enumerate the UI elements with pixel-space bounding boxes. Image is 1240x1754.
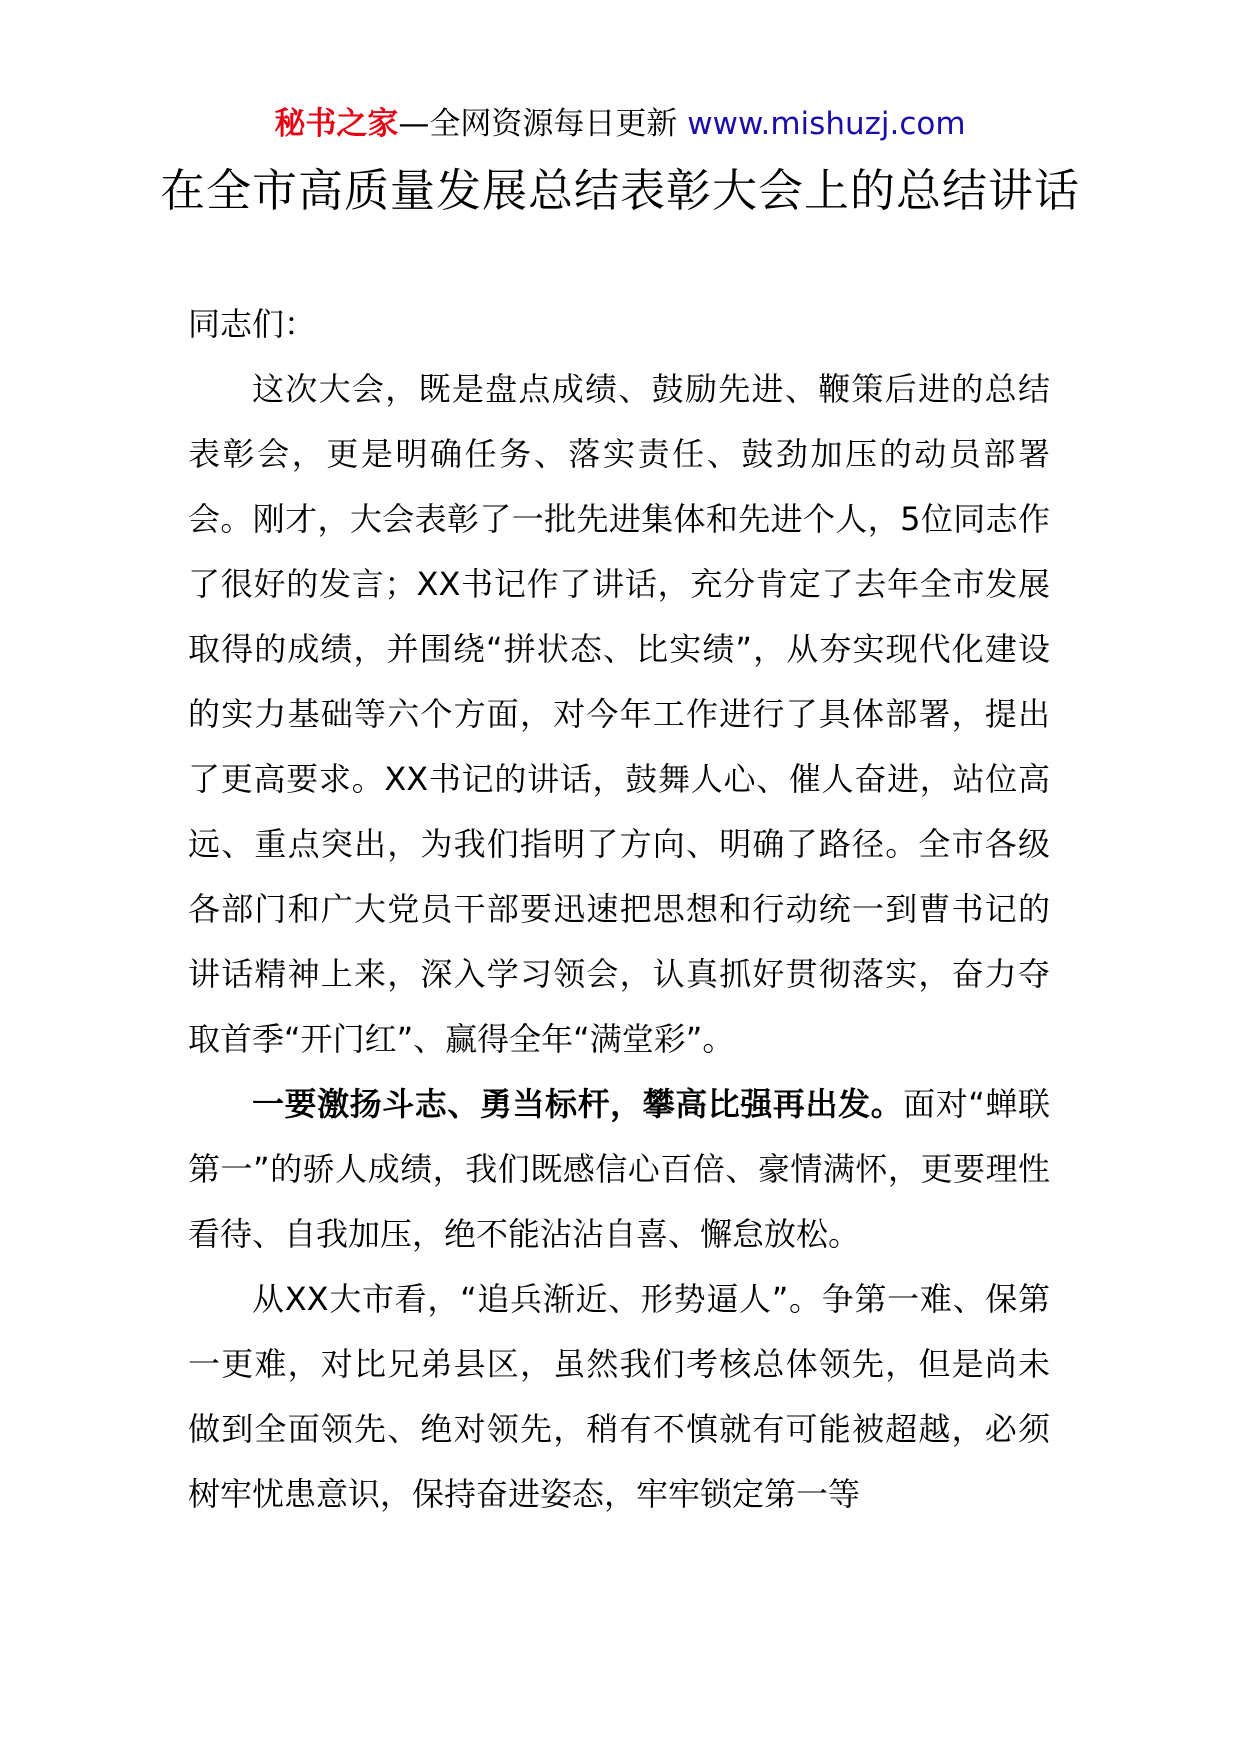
header-tagline: —全网资源每日更新 [398, 106, 678, 142]
salutation: 同志们： [188, 305, 317, 343]
site-url-link[interactable]: www.mishuzj.com [687, 106, 966, 142]
paragraph-1: 这次大会，既是盘点成绩、鼓励先进、鞭策后进的总结表彰会，更是明确任务、落实责任、鼓劲加压的动员部署会。刚才，大会表彰了一批先进集体和先进个人，5位同志作了很好的发言；XX书记作了讲话，充分肯定了去年全市发展取得的成绩，并围绕“拼状态、比实绩”，从夯实现代化建设的实力基础等六个方面，对今年工作进行了具体部署，提出了更高要求。XX书记的讲话，鼓舞人心、催人奋进，站位高远、重点突出，为我们指明了方向、明确了路径。全市各级各部门和广大党员干部要迅速把思想和行动统一到曹书记的讲话精神上来，深入学习领会，认真抓好贯彻落实，奋力夺取首季“开门红”、赢得全年“满堂彩”。 [188, 370, 1050, 1058]
document-title: 在全市高质量发展总结表彰大会上的总结讲话 [159, 164, 1080, 217]
brand-name: 秘书之家 [274, 106, 399, 142]
paragraph-2-lead: 一要激扬斗志、勇当标杆，攀高比强再出发。 [252, 1085, 904, 1123]
paragraph-2-text: 面对“蝉联第一”的骄人成绩，我们既感信心百倍、豪情满怀，更要理性看待、自我加压，绝不能沾沾自喜、懈怠放松。 [188, 1085, 1050, 1253]
paragraph-3: 从XX大市看，“追兵渐近、形势逼人”。争第一难、保第一更难，对比兄弟县区，虽然我们考核总体领先，但是尚未做到全面领先、绝对领先，稍有不慎就有可能被超越，必须树牢忧患意识，保持奋进姿态，牢牢锁定第一等 [188, 1280, 1050, 1513]
paragraph-2 [188, 1072, 1050, 1267]
site-header [0, 102, 1240, 146]
document-body [188, 292, 1050, 1527]
